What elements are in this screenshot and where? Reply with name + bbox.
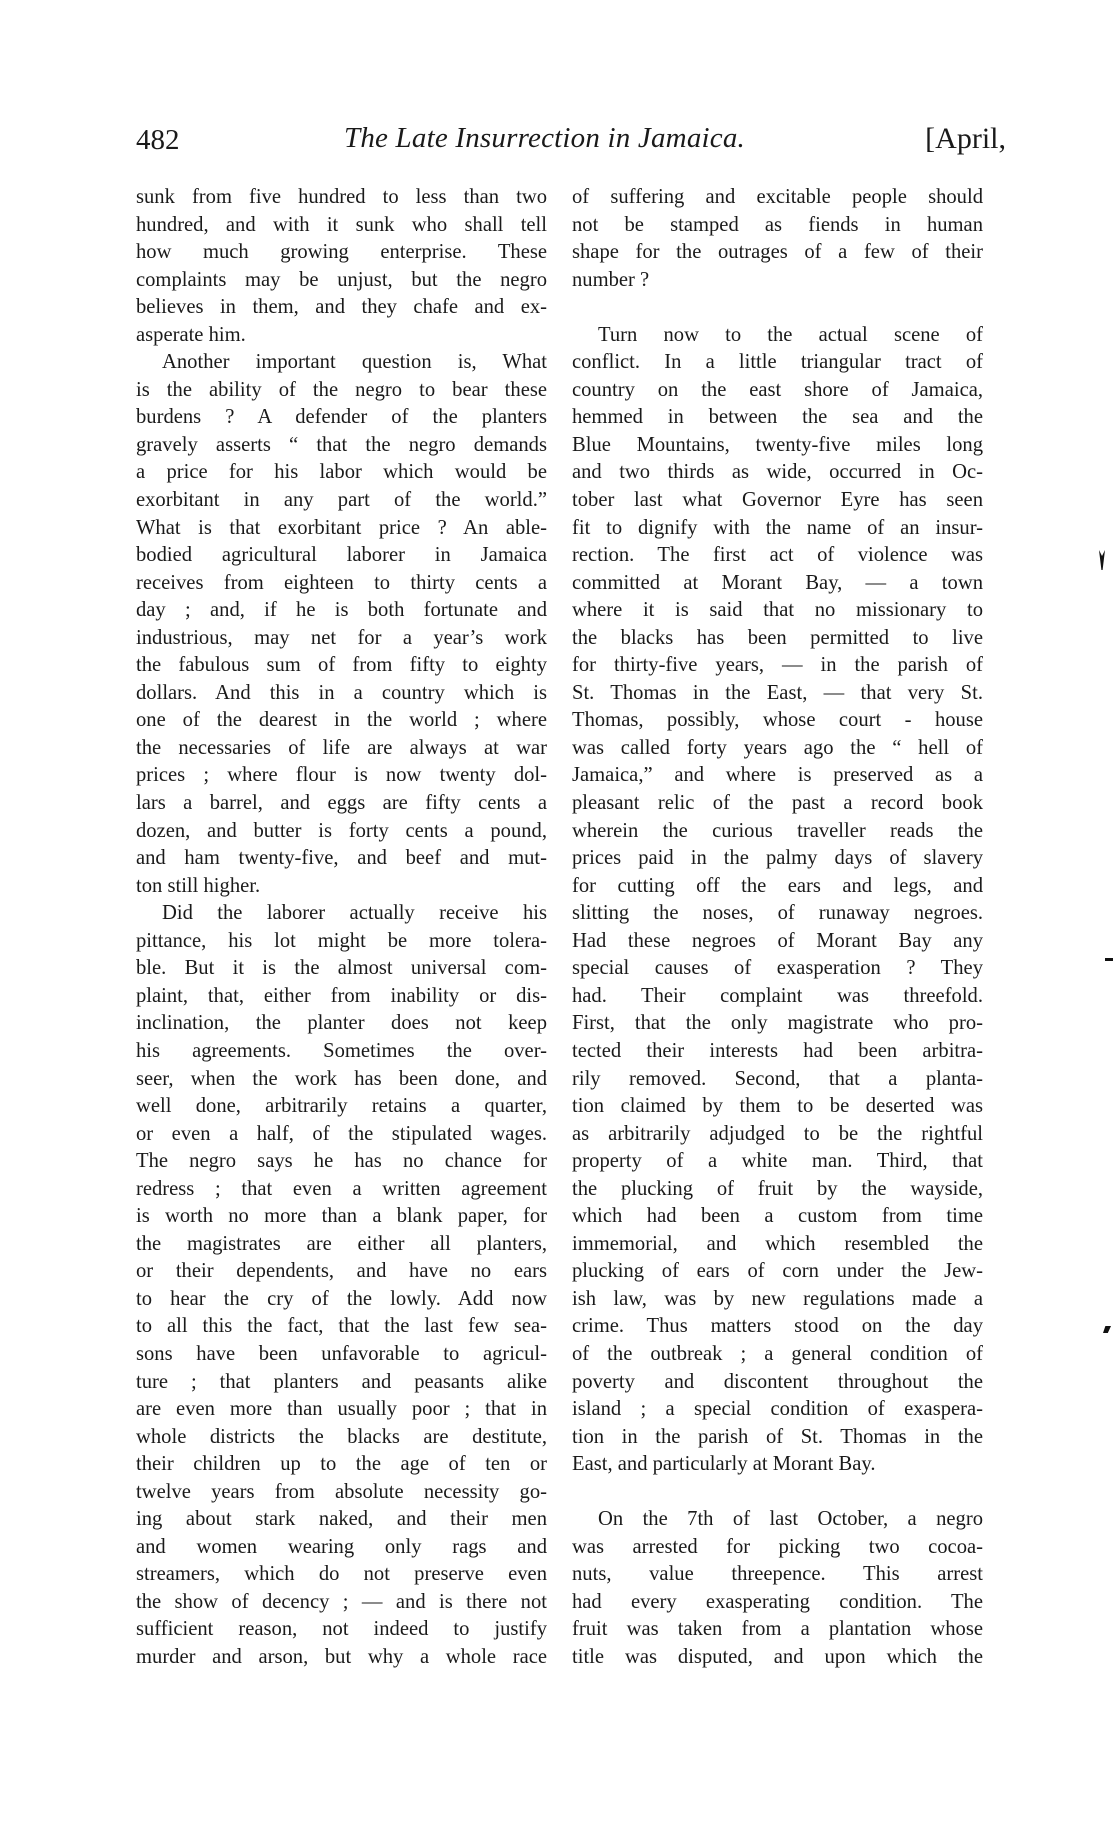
text-line: well done, arbitrarily retains a quarter,	[136, 1095, 547, 1118]
text-line: What is that exorbitant price ? An able-	[136, 516, 547, 539]
text-line: dozen, and butter is forty cents a pound,	[136, 819, 547, 842]
text-line: Turn now to the actual scene of	[598, 323, 983, 346]
text-line: to hear the cry of the lowly. Add now	[136, 1287, 547, 1310]
text-line: ton still higher.	[136, 874, 261, 897]
text-line: fruit was taken from a plantation whose	[572, 1618, 983, 1641]
text-line: of suffering and excitable people should	[572, 186, 983, 208]
text-line: property of a white man. Third, that	[572, 1150, 983, 1173]
text-line: crime. Thus matters stood on the day	[572, 1315, 983, 1338]
page-number: 482	[136, 124, 180, 156]
text-line: twelve years from absolute necessity go-	[136, 1480, 547, 1503]
text-line: conflict. In a little triangular tract of	[572, 351, 983, 374]
text-line: tion claimed by them to be deserted was	[572, 1095, 983, 1118]
text-line: industrious, may net for a year’s work	[136, 626, 547, 649]
text-line: or their dependents, and have no ears	[136, 1260, 547, 1283]
text-line: St. Thomas in the East, — that very St.	[572, 681, 983, 704]
text-line: complaints may be unjust, but the negro	[136, 268, 547, 291]
right-column	[572, 184, 983, 1672]
text-line: streamers, which do not preserve even	[136, 1563, 547, 1586]
issue-month: [April,	[925, 122, 1006, 155]
text-line: slitting the noses, of runaway negroes.	[572, 902, 983, 925]
text-line: the show of decency ; — and is there not	[136, 1590, 547, 1613]
text-line: redress ; that even a written agreement	[136, 1177, 547, 1200]
text-line: title was disputed, and upon which the	[572, 1645, 983, 1668]
text-line: plaint, that, either from inability or dis-	[136, 984, 547, 1007]
text-line: gravely asserts “ that the negro demands	[136, 433, 547, 456]
text-line: seer, when the work has been done, and	[136, 1067, 547, 1090]
text-line: lars a barrel, and eggs are fifty cents a	[136, 792, 547, 815]
text-line: murder and arson, but why a whole race	[136, 1645, 547, 1668]
text-line: exorbitant in any part of the world.”	[136, 489, 547, 512]
text-line: The negro says he has no chance for	[136, 1150, 547, 1173]
text-line: which had been a custom from time	[572, 1205, 983, 1228]
text-line: to all this the fact, that the last few sea-	[136, 1315, 547, 1338]
text-line: number ?	[572, 268, 650, 291]
text-line: and two thirds as wide, occurred in Oc-	[572, 461, 983, 484]
text-line: dollars. And this in a country which is	[136, 681, 547, 704]
text-line: ble. But it is the almost universal com-	[136, 957, 547, 980]
text-line: Jamaica,” and where is preserved as a	[572, 764, 983, 787]
text-line: the blacks has been permitted to live	[572, 626, 983, 649]
text-line: East, and particularly at Morant Bay.	[572, 1453, 876, 1476]
text-line: the magistrates are either all planters,	[136, 1232, 547, 1255]
text-line: and ham twenty-five, and beef and mut-	[136, 847, 547, 870]
text-line: prices ; where flour is now twenty dol-	[136, 764, 547, 787]
text-line: special causes of exasperation ? They	[572, 957, 983, 980]
text-line: asperate him.	[136, 323, 246, 346]
text-line: island ; a special condition of exaspera-	[572, 1398, 983, 1421]
text-line: On the 7th of last October, a negro	[598, 1508, 983, 1531]
text-line: immemorial, and which resembled the	[572, 1232, 983, 1255]
text-line: tion in the parish of St. Thomas in the	[572, 1425, 983, 1448]
text-line: the necessaries of life are always at war	[136, 736, 547, 759]
text-line: Blue Mountains, twenty-five miles long	[572, 433, 983, 456]
text-line: or even a half, of the stipulated wages.	[136, 1122, 547, 1145]
text-line: the fabulous sum of from fifty to eighty	[136, 654, 547, 677]
text-line: rily removed. Second, that a planta-	[572, 1067, 983, 1090]
text-line: is worth no more than a blank paper, for	[136, 1205, 547, 1228]
text-line: pleasant relic of the past a record book	[572, 792, 983, 815]
text-line: of the outbreak ; a general condition of	[572, 1342, 983, 1365]
text-line: as arbitrarily adjudged to be the rightful	[572, 1122, 983, 1145]
text-line: believes in them, and they chafe and ex-	[136, 296, 547, 319]
text-line: how much growing enterprise. These	[136, 241, 547, 264]
text-line: pittance, his lot might be more tolera-	[136, 929, 547, 952]
text-line: ing about stark naked, and their men	[136, 1508, 547, 1531]
scan-mark	[1105, 958, 1113, 961]
text-line: Had these negroes of Morant Bay any	[572, 929, 983, 952]
paragraph-gap	[572, 1479, 983, 1507]
text-line: his agreements. Sometimes the over-	[136, 1039, 547, 1062]
text-line: country on the east shore of Jamaica,	[572, 378, 983, 401]
text-line: prices paid in the palmy days of slavery	[572, 847, 983, 870]
text-line: ture ; that planters and peasants alike	[136, 1370, 547, 1393]
text-line: had. Their complaint was threefold.	[572, 984, 983, 1007]
text-line: tober last what Governor Eyre has seen	[572, 489, 983, 512]
text-line: shape for the outrages of a few of their	[572, 241, 983, 264]
text-line: was arrested for picking two cocoa-	[572, 1535, 983, 1558]
text-line: tected their interests had been arbitra-	[572, 1039, 983, 1062]
paragraph-gap	[572, 294, 983, 322]
text-line: and women wearing only rags and	[136, 1535, 547, 1558]
text-line: Thomas, possibly, whose court - house	[572, 709, 983, 732]
text-line: ish law, was by new regulations made a	[572, 1287, 983, 1310]
scan-mark	[1099, 550, 1105, 570]
text-line: bodied agricultural laborer in Jamaica	[136, 544, 547, 567]
text-line: nuts, value threepence. This arrest	[572, 1563, 983, 1586]
text-line: receives from eighteen to thirty cents a	[136, 571, 547, 594]
text-line: First, that the only magistrate who pro-	[572, 1012, 983, 1035]
text-line: rection. The first act of violence was	[572, 544, 983, 567]
text-line: where it is said that no missionary to	[572, 599, 983, 622]
text-line: the plucking of fruit by the wayside,	[572, 1177, 983, 1200]
text-line: is the ability of the negro to bear these	[136, 378, 547, 401]
text-line: burdens ? A defender of the planters	[136, 406, 547, 429]
running-header	[136, 118, 1006, 162]
text-line: Did the laborer actually receive his	[162, 902, 547, 925]
text-line: day ; and, if he is both fortunate and	[136, 599, 547, 622]
text-line: sunk from five hundred to less than two	[136, 186, 547, 208]
text-line: was called forty years ago the “ hell of	[572, 736, 983, 759]
text-line: are even more than usually poor ; that in	[136, 1398, 547, 1421]
text-line: wherein the curious traveller reads the	[572, 819, 983, 842]
text-line: sufficient reason, not indeed to justify	[136, 1618, 547, 1641]
text-line: Another important question is, What	[162, 351, 547, 374]
running-title: The Late Insurrection in Jamaica.	[344, 122, 746, 154]
scan-mark	[1103, 1326, 1111, 1333]
text-line: hundred, and with it sunk who shall tell	[136, 213, 547, 236]
text-line: poverty and discontent throughout the	[572, 1370, 983, 1393]
left-column	[136, 184, 547, 1672]
text-line: not be stamped as fiends in human	[572, 213, 983, 236]
text-line: hemmed in between the sea and the	[572, 406, 983, 429]
text-line: sons have been unfavorable to agricul-	[136, 1342, 547, 1365]
text-line: plucking of ears of corn under the Jew-	[572, 1260, 983, 1283]
text-line: for thirty-five years, — in the parish of	[572, 654, 983, 677]
text-line: a price for his labor which would be	[136, 461, 547, 484]
text-line: inclination, the planter does not keep	[136, 1012, 547, 1035]
text-line: had every exasperating condition. The	[572, 1590, 983, 1613]
text-line: whole districts the blacks are destitute,	[136, 1425, 547, 1448]
text-line: one of the dearest in the world ; where	[136, 709, 547, 732]
text-line: committed at Morant Bay, — a town	[572, 571, 983, 594]
text-line: for cutting off the ears and legs, and	[572, 874, 983, 897]
text-line: fit to dignify with the name of an insur-	[572, 516, 983, 539]
text-line: their children up to the age of ten or	[136, 1453, 547, 1476]
